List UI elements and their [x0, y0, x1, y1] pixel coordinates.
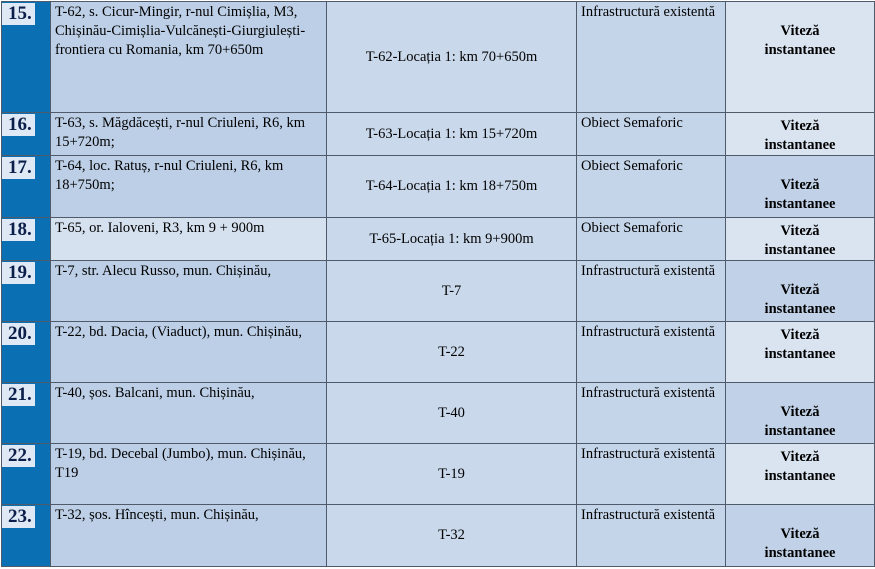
- speed-label: Viteză: [780, 404, 820, 420]
- point-cell: T-40: [327, 383, 577, 444]
- row-number: 18.: [2, 219, 35, 241]
- speed-cell: [726, 2, 875, 113]
- table-row: [2, 2, 875, 113]
- speed-cell: [726, 383, 875, 444]
- row-number: 22.: [2, 445, 35, 467]
- row-number: 21.: [2, 384, 35, 406]
- speed-label: Viteză: [780, 449, 820, 465]
- point-cell: T-62-Locația 1: km 70+650m: [327, 2, 577, 113]
- speed-type: instantanee: [764, 423, 836, 439]
- point-cell: T-19: [327, 444, 577, 505]
- row-number: 23.: [2, 506, 35, 528]
- speed-cell: [726, 113, 875, 156]
- point-cell: T-63-Locația 1: km 15+720m: [327, 113, 577, 156]
- point-cell: T-64-Locația 1: km 18+750m: [327, 156, 577, 218]
- speed-cell: [726, 505, 875, 567]
- infrastructure-cell: Infrastructură existentă: [577, 322, 726, 383]
- infrastructure-cell: Infrastructură existentă: [577, 383, 726, 444]
- speed-type: instantanee: [764, 42, 836, 58]
- table-row: [2, 113, 875, 156]
- table-row: [2, 218, 875, 261]
- point-cell: T-22: [327, 322, 577, 383]
- locations-table: [1, 1, 875, 567]
- speed-type: instantanee: [764, 137, 836, 153]
- row-number: 16.: [2, 114, 35, 136]
- location-cell: T-62, s. Cicur-Mingir, r-nul Cimișlia, M3, Chișinău-Cimișlia-Vulcănești-Giurgiulești-frontiera cu Romania, km 70+650m: [51, 2, 327, 113]
- infrastructure-cell: Obiect Semaforic: [577, 156, 726, 218]
- row-number: 15.: [2, 3, 35, 25]
- speed-label: Viteză: [780, 526, 820, 542]
- table-row: [2, 156, 875, 218]
- speed-label: Viteză: [780, 282, 820, 298]
- table-row: [2, 261, 875, 322]
- speed-type: instantanee: [764, 468, 836, 484]
- speed-label: Viteză: [780, 327, 820, 343]
- infrastructure-cell: Infrastructură existentă: [577, 444, 726, 505]
- location-cell: T-63, s. Măgdăcești, r-nul Criuleni, R6, km 15+720m;: [51, 113, 327, 156]
- table-row: [2, 383, 875, 444]
- location-cell: T-7, str. Alecu Russo, mun. Chișinău,: [51, 261, 327, 322]
- speed-cell: [726, 218, 875, 261]
- location-cell: T-65, or. Ialoveni, R3, km 9 + 900m: [51, 218, 327, 261]
- infrastructure-cell: Obiect Semaforic: [577, 113, 726, 156]
- speed-label: Viteză: [780, 118, 820, 134]
- speed-cell: [726, 261, 875, 322]
- location-cell: T-19, bd. Decebal (Jumbo), mun. Chișinău, T19: [51, 444, 327, 505]
- row-number: 20.: [2, 323, 35, 345]
- table-row: [2, 322, 875, 383]
- location-cell: T-32, șos. Hîncești, mun. Chișinău,: [51, 505, 327, 567]
- point-cell: T-32: [327, 505, 577, 567]
- speed-label: Viteză: [780, 177, 820, 193]
- location-cell: T-22, bd. Dacia, (Viaduct), mun. Chișinău,: [51, 322, 327, 383]
- infrastructure-cell: Obiect Semaforic: [577, 218, 726, 261]
- speed-type: instantanee: [764, 301, 836, 317]
- speed-type: instantanee: [764, 242, 836, 258]
- location-cell: T-64, loc. Ratuș, r-nul Criuleni, R6, km 18+750m;: [51, 156, 327, 218]
- speed-cell: [726, 444, 875, 505]
- location-cell: T-40, șos. Balcani, mun. Chișinău,: [51, 383, 327, 444]
- speed-cell: [726, 156, 875, 218]
- speed-type: instantanee: [764, 196, 836, 212]
- infrastructure-cell: Infrastructură existentă: [577, 261, 726, 322]
- table-row: [2, 444, 875, 505]
- point-cell: T-7: [327, 261, 577, 322]
- speed-cell: [726, 322, 875, 383]
- infrastructure-cell: Infrastructură existentă: [577, 505, 726, 567]
- row-number: 17.: [2, 157, 35, 179]
- speed-label: Viteză: [780, 223, 820, 239]
- row-number: 19.: [2, 262, 35, 284]
- infrastructure-cell: Infrastructură existentă: [577, 2, 726, 113]
- point-cell: T-65-Locația 1: km 9+900m: [327, 218, 577, 261]
- speed-type: instantanee: [764, 545, 836, 561]
- table-row: [2, 505, 875, 567]
- speed-label: Viteză: [780, 23, 820, 39]
- speed-type: instantanee: [764, 346, 836, 362]
